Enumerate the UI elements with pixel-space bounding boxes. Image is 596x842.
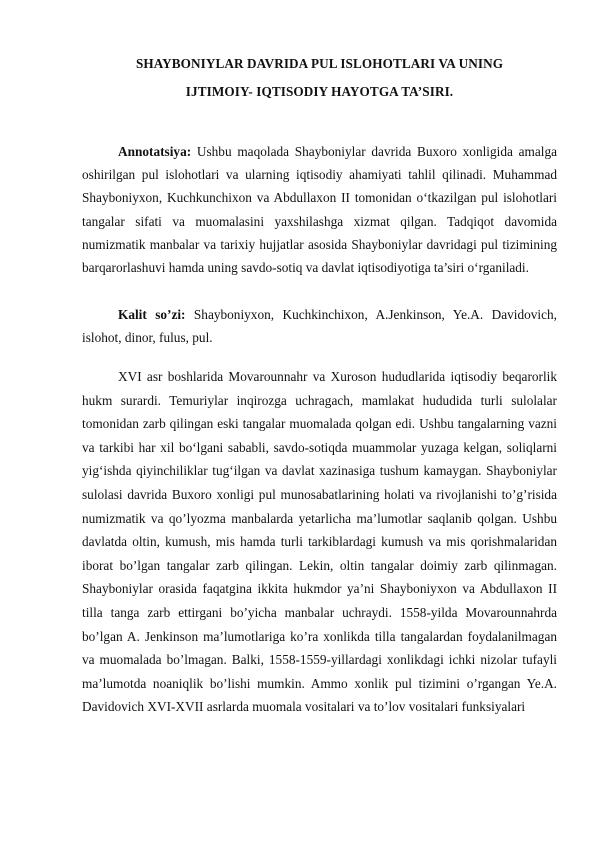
article-title-line-1: SHAYBONIYLAR DAVRIDA PUL ISLOHOTLARI VA UNING <box>135 56 504 71</box>
body-paragraph: XVI asr boshlarida Movarounnahr va Xuroson hududlarida iqtisodiy beqarorlik hukm surardi. Temuriylar inqirozga uchragach, mamlakat hududida turli sulolalar tomonidan zarb qilingan eski tangalar muomalada qolgan edi. Ushbu tangalarning vazni va tarkibi har xil bo‘lgani sababli, savdo-sotiqda muammolar yuzaga kelgan, soliqlarni yig‘ishda qiyinchiliklar tug‘ilgan va davlat xazinasiga tushum kamaygan. Shayboniylar sulolasi davrida Buxoro xonligi pul munosabatlarining holati va rivojlanishi to’g’risida numizmatik va qo’lyozma manbalarda yetarlicha ma’lumotlar saqlanib qolgan. Ushbu davlatda oltin, kumush, mis hamda turli tarkiblardagi kumush va mis qorishmalaridan iborat bo’lgan tangalar zarb qilingan. Lekin, oltin tangalar doimiy zarb qilinmagan. Shayboniylar orasida faqatgina ikkita hukmdor ya’ni Shayboniyxon va Abdullaxon II tilla tanga zarb ettirgani bo’yicha manbalar uchraydi. 1558-yilda Movarounnahrda bo’lgan A. Jenkinson ma’lumotlariga ko’ra xonlikda tilla tangalardan foydalanilmagan va muomalada bo’lmagan. Balki, 1558-1559-yillardagi xonlikdagi ichki nizolar tufayli ma’lumotda noaniqlik bo’lishi mumkin. Ammo xonlik pul tizimini o’rgangan Ye.A. Davidovich XVI-XVII asrlarda muomala vositalari va to’lov vositalari funksiyalari <box>82 369 557 715</box>
keywords-label: Kalit so’zi: <box>118 307 186 322</box>
keywords-text: Shayboniyxon, Kuchkinchixon, A.Jenkinson, Ye.A. Davidovich, islohot, dinor, fulus, pul. <box>82 307 557 346</box>
abstract-paragraph <box>82 140 557 279</box>
abstract-text: Ushbu maqolada Shayboniylar davrida Buxoro xonligida amalga oshirilgan pul islohotlari va ularning iqtisodiy ahamiyati tahlil qilinadi. Muhammad Shayboniyxon, Kuchkunchixon va Abdullaxon II tomonidan o‘tkazilgan pul islohotlari tangalar sifati va muomalasini yaxshilashga xizmat qilgan. Tadqiqot davomida numizmatik manbalar va tarixiy hujjatlar asosida Shayboniylar davridagi pul tizimining barqarorlashuvi hamda uning savdo-sotiq va davlat iqtisodiyotiga ta’siri o‘rganiladi. <box>82 144 557 276</box>
article-title-line-2: IJTIMOIY- IQTISODIY HAYOTGA TA’SIRI. <box>185 84 454 99</box>
abstract-label: Annotatsiya: <box>118 144 192 159</box>
keywords-paragraph <box>82 303 557 349</box>
